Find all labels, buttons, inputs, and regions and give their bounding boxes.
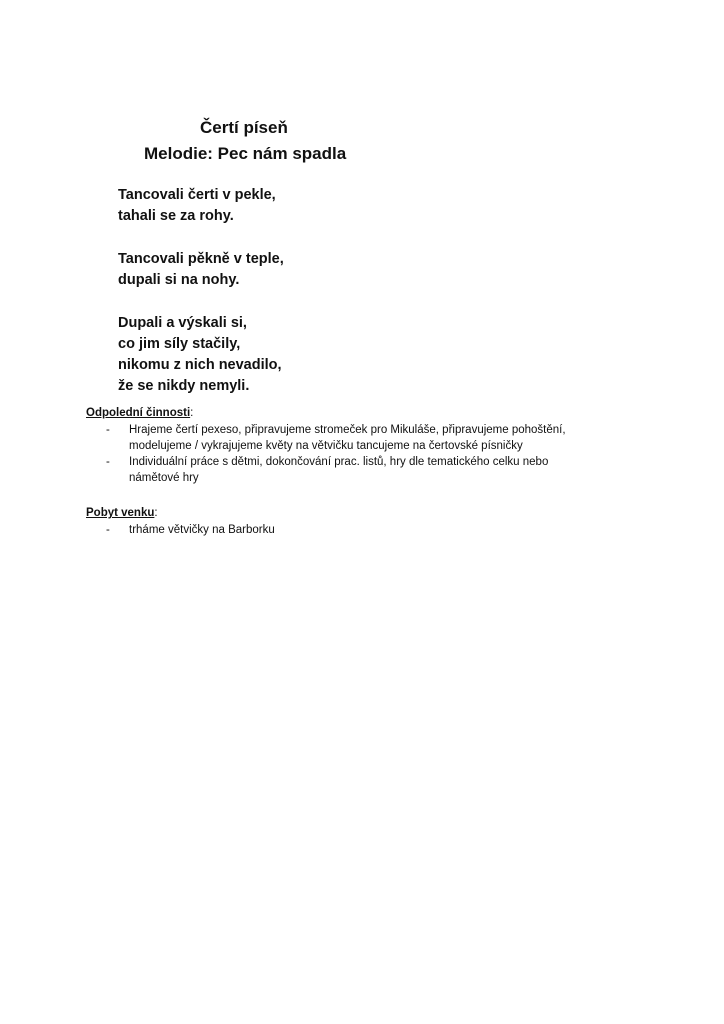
- lyric-line: nikomu z nich nevadilo,: [118, 357, 282, 373]
- lyric-line: tahali se za rohy.: [118, 208, 234, 224]
- list-item-text: Hrajeme čertí pexeso, připravujeme stromeček pro Mikuláše, připravujeme pohoštění, modelujeme / vykrajujeme květy na větvičku tancujeme na čertovské písničky: [129, 424, 566, 452]
- heading-colon: :: [154, 507, 158, 519]
- afternoon-activities-section: [86, 405, 584, 486]
- lyric-line: Dupali a výskali si,: [118, 315, 247, 331]
- lyric-line: že se nikdy nemyli.: [118, 378, 250, 394]
- list-item: [86, 454, 584, 486]
- lyric-line: co jim síly stačily,: [118, 336, 241, 352]
- list-bullet: -: [106, 524, 110, 536]
- list-bullet: -: [106, 424, 110, 436]
- lyric-line: Tancovali pěkně v teple,: [118, 251, 284, 267]
- stanza-2: [118, 249, 284, 291]
- lyric-line: Tancovali čerti v pekle,: [118, 187, 276, 203]
- stanza-1: [118, 185, 284, 227]
- song-melody: Melodie: Pec nám spadla: [144, 144, 347, 163]
- afternoon-activities-heading-row: [86, 405, 584, 421]
- outdoor-heading-row: [86, 505, 584, 521]
- outdoor-heading: Pobyt venku: [86, 507, 155, 519]
- afternoon-activities-heading: Odpolední činnosti: [86, 407, 191, 419]
- list-bullet: -: [106, 456, 110, 468]
- outdoor-list: [86, 522, 584, 538]
- song-lyrics: [118, 185, 284, 419]
- list-item-text: trháme větvičky na Barborku: [129, 524, 275, 536]
- list-item: [86, 422, 584, 454]
- stanza-3: [118, 313, 284, 397]
- lyric-line: dupali si na nohy.: [118, 272, 240, 288]
- heading-colon: :: [190, 407, 194, 419]
- list-item-text: Individuální práce s dětmi, dokončování prac. listů, hry dle tematického celku nebo námětové hry: [129, 456, 549, 484]
- outdoor-section: [86, 505, 584, 538]
- list-item: [86, 522, 584, 538]
- afternoon-activities-list: [86, 422, 584, 486]
- song-title: Čertí píseň: [200, 118, 288, 137]
